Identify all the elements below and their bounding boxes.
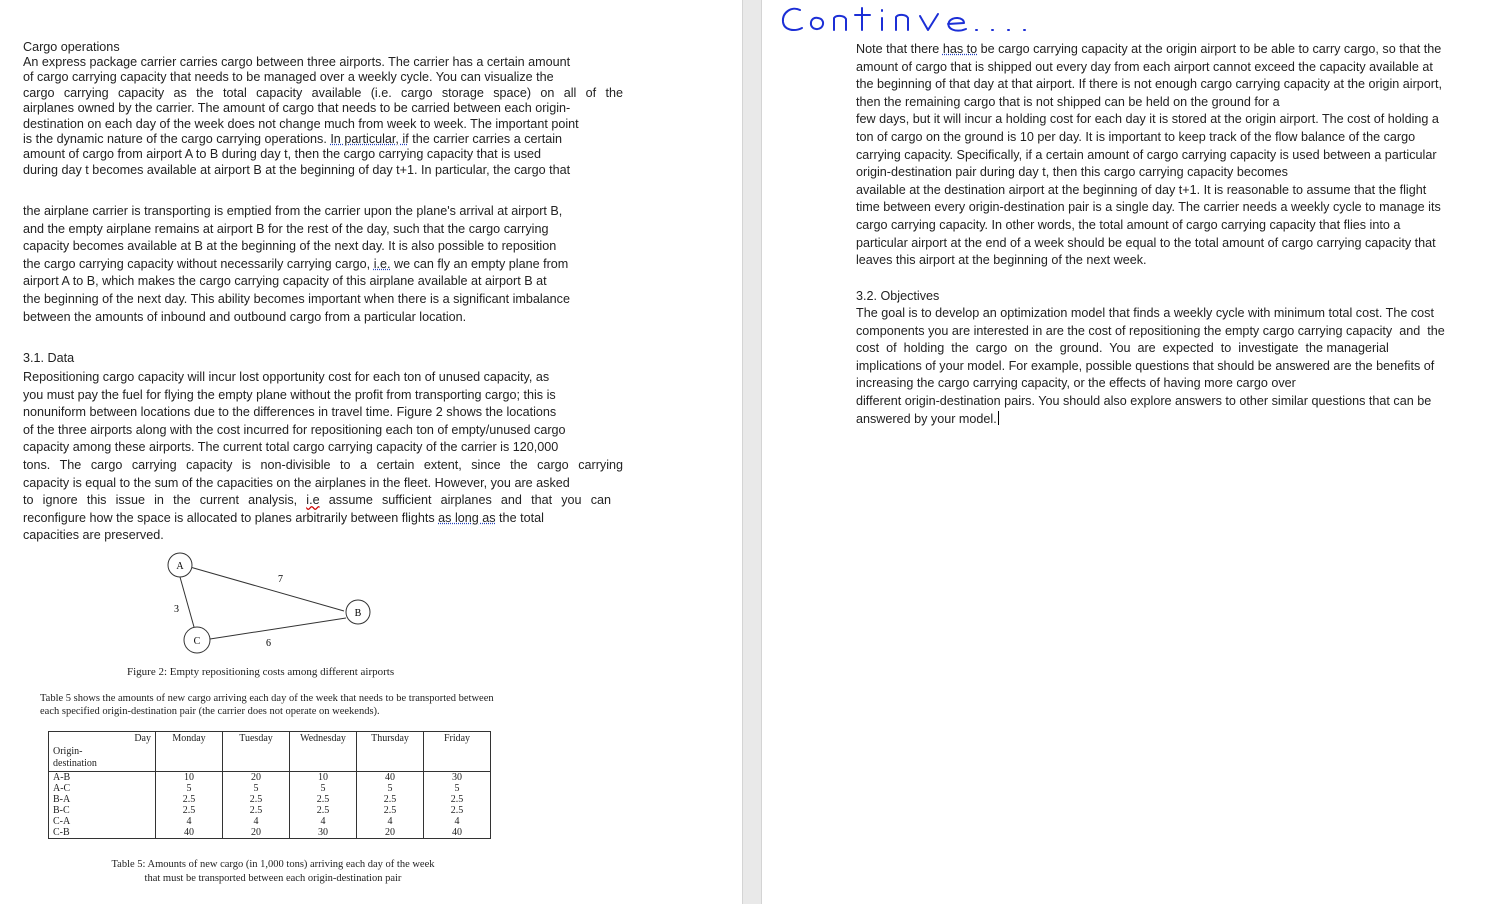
section-title: Cargo operations	[23, 40, 120, 54]
col-header: Monday	[156, 732, 223, 772]
text-line: carrying capacity. Specifically, if a certain amount of cargo carrying capacity is used between a particular	[856, 147, 1437, 162]
edge-ac-label: 3	[174, 604, 179, 615]
node-a-label: A	[176, 561, 184, 572]
text-run: the total	[495, 510, 544, 525]
table-row	[49, 794, 491, 805]
value-cell: 2.5	[357, 805, 424, 816]
intro-paragraph	[23, 55, 623, 178]
text-run: to ignore this issue in the current analysis,	[23, 493, 307, 508]
text-line: capacity becomes available at B at the beginning of the next day. It is also possible to reposition	[23, 239, 557, 254]
text-line: Repositioning cargo capacity will incur lost opportunity cost for each ton of unused capacity, as	[23, 370, 550, 384]
od-cell: A-C	[49, 783, 156, 794]
od-cell: C-B	[49, 827, 156, 839]
text-line: different origin-destination pairs. You should also explore answers to other similar questions that can be	[856, 393, 1432, 408]
text-run: we can fly an empty plane from	[390, 256, 569, 271]
text-line: destination on each day of the week does not change much from week to week. The important point	[23, 116, 579, 131]
edge-cb-label: 6	[266, 638, 271, 649]
value-cell: 4	[156, 816, 223, 827]
text-line: components you are interested in are the cost of repositioning the empty cargo carrying capacity and the	[856, 323, 1445, 338]
value-cell: 10	[156, 772, 223, 784]
value-cell: 20	[357, 827, 424, 839]
value-cell: 2.5	[223, 805, 290, 816]
grammar-flag[interactable]: has to	[942, 42, 978, 56]
value-cell: 40	[156, 827, 223, 839]
text-run: is the dynamic nature of the cargo carrying operations.	[23, 132, 331, 147]
objectives-heading: 3.2. Objectives	[856, 289, 940, 303]
text-line: ton of cargo on the ground is 10 per day. It is important to keep track of the flow balance of the cargo	[856, 129, 1416, 144]
value-cell: 2.5	[290, 794, 357, 805]
value-cell: 2.5	[424, 794, 491, 805]
text-run: be cargo carrying capacity at the origin airport to be able to carry cargo, so that the	[977, 42, 1442, 56]
value-cell: 2.5	[424, 805, 491, 816]
text-line: of cargo carrying capacity that needs to be managed over a weekly cycle. You can visualize the	[23, 70, 554, 85]
text-run: answered by your model.	[856, 411, 997, 426]
value-cell: 20	[223, 772, 290, 784]
node-c-label: C	[193, 636, 201, 647]
text-line: of the three airports along with the cost incurred for repositioning each ton of empty/unused cargo	[23, 422, 566, 437]
value-cell: 30	[424, 772, 491, 784]
objectives-paragraph	[856, 305, 1486, 428]
od-cell: B-C	[49, 805, 156, 816]
corner-od-label	[53, 746, 97, 770]
spelling-flag[interactable]: i.e	[306, 493, 320, 508]
value-cell: 4	[223, 816, 290, 827]
text-line: The goal is to develop an optimization model that finds a weekly cycle with minimum total cost. The cost	[856, 306, 1434, 320]
value-cell: 2.5	[156, 805, 223, 816]
table-caption	[88, 858, 458, 885]
od-cell: A-B	[49, 772, 156, 784]
text-line	[23, 492, 611, 510]
text-line: origin-destination pair during day t, then this cargo carrying capacity becomes	[856, 165, 1288, 180]
value-cell: 2.5	[156, 794, 223, 805]
text-line: cost of holding the cargo on the ground. You are expected to investigate the managerial	[856, 341, 1389, 356]
edge-ab-label: 7	[278, 574, 283, 585]
text-run: Note that there	[856, 42, 943, 56]
caption-line: that must be transported between each origin-destination pair	[144, 872, 402, 884]
text-line: amount of cargo that is shipped out every day from each airport cannot exceed the capacity available at	[856, 59, 1433, 74]
value-cell: 5	[424, 783, 491, 794]
edge-a-c	[180, 577, 194, 627]
text-line: few days, but it will incur a holding cost for each day it is stored at the origin airport. The cost of holding a	[856, 112, 1439, 127]
col-header: Thursday	[357, 732, 424, 772]
col-header: Wednesday	[290, 732, 357, 772]
text-line: An express package carrier carries cargo between three airports. The carrier has a certain amount	[23, 55, 571, 69]
text-run: the carrier carries a certain	[408, 132, 562, 147]
table-row	[49, 805, 491, 816]
corner-day-label: Day	[134, 733, 151, 744]
text-line: time between every origin-destination pair is a single day. The carrier needs a weekly cycle to manage its	[856, 200, 1441, 215]
value-cell: 4	[424, 816, 491, 827]
text-line	[856, 41, 1486, 59]
figure-caption: Figure 2: Empty repositioning costs among different airports	[127, 666, 395, 678]
text-line: cargo carrying capacity. In other words, the total amount of cargo carrying capacity that flies into a	[856, 217, 1401, 232]
text-line: amount of cargo from airport A to B during day t, then the cargo carrying capacity that is used	[23, 147, 542, 162]
corner-od-line: destination	[53, 758, 97, 769]
corner-cell	[49, 732, 156, 772]
od-cell: B-A	[49, 794, 156, 805]
value-cell: 5	[290, 783, 357, 794]
text-line: leaves this airport at the beginning of the next week.	[856, 253, 1147, 268]
text-line: increasing the cargo carrying capacity, or the effects of having more cargo over	[856, 376, 1296, 391]
text-line: airport A to B, which makes the cargo carrying capacity of this airplane available at airport B at	[23, 274, 547, 289]
text-line: and the empty airplane remains at airport B for the rest of the day, such that the cargo carrying	[23, 221, 549, 236]
text-line: tons. The cargo carrying capacity is non-divisible to a certain extent, since the cargo carrying	[23, 457, 623, 472]
document-page-left	[0, 0, 742, 904]
table-row	[49, 827, 491, 839]
text-run: the cargo carrying capacity without necessarily carrying cargo,	[23, 256, 374, 271]
handwriting-strokes	[783, 8, 1025, 31]
text-line: between the amounts of inbound and outbound cargo from a particular location.	[23, 309, 467, 324]
handwritten-note	[778, 2, 1088, 38]
edge-c-b	[210, 618, 346, 639]
col-header: Friday	[424, 732, 491, 772]
text-line: the beginning of that day at that airport. If there is not enough cargo carrying capacity at the origin airport,	[856, 77, 1442, 92]
text-line	[23, 510, 623, 528]
grammar-flag[interactable]: In particular, if	[330, 132, 409, 147]
cargo-table	[48, 731, 491, 839]
text-line	[23, 256, 623, 274]
text-line: during day t becomes available at airport B at the beginning of day t+1. In particular, the cargo that	[23, 162, 571, 177]
value-cell: 2.5	[357, 794, 424, 805]
grammar-flag[interactable]: i.e.	[373, 256, 391, 271]
value-cell: 40	[424, 827, 491, 839]
value-cell: 4	[357, 816, 424, 827]
table-row	[49, 783, 491, 794]
edge-a-b	[190, 567, 344, 611]
data-heading: 3.1. Data	[23, 351, 75, 365]
text-line: you must pay the fuel for flying the empty plane without the profit from transporting cargo; this is	[23, 387, 556, 402]
value-cell: 10	[290, 772, 357, 784]
data-paragraph	[23, 369, 623, 545]
text-line	[23, 132, 623, 147]
value-cell: 2.5	[223, 794, 290, 805]
text-line: the airplane carrier is transporting is emptied from the carrier upon the plane's arrival at airport B,	[23, 204, 563, 218]
text-run: assume sufficient airplanes and that you can	[319, 493, 611, 508]
col-header: Tuesday	[223, 732, 290, 772]
text-line: the beginning of the next day. This ability becomes important when there is a significant imbalance	[23, 291, 570, 306]
text-line: particular airport at the end of a week should be equal to the total amount of cargo carrying capacity that	[856, 235, 1436, 250]
text-line: then the remaining cargo that is not shipped can be held on the ground for a	[856, 94, 1280, 109]
value-cell: 30	[290, 827, 357, 839]
table-row	[49, 816, 491, 827]
text-line: capacity among these airports. The current total cargo carrying capacity of the carrier is 120,000	[23, 440, 559, 455]
value-cell: 5	[357, 783, 424, 794]
text-line: available at the destination airport at the beginning of day t+1. It is reasonable to assume that the flight	[856, 182, 1427, 197]
corner-od-line: Origin-	[53, 746, 83, 757]
text-run: reconfigure how the space is allocated to planes arbitrarily between flights	[23, 510, 439, 525]
od-cell: C-A	[49, 816, 156, 827]
table-row	[49, 772, 491, 784]
text-cursor[interactable]	[998, 411, 999, 425]
node-b-label: B	[354, 608, 362, 619]
text-line: implications of your model. For example, possible questions that should be answered are the benefits of	[856, 358, 1435, 373]
value-cell: 5	[156, 783, 223, 794]
paragraph-2	[23, 203, 623, 326]
table-header-row	[49, 732, 491, 772]
value-cell: 5	[223, 783, 290, 794]
value-cell: 20	[223, 827, 290, 839]
text-line: nonuniform between locations due to the differences in travel time. Figure 2 shows the locations	[23, 405, 557, 420]
table-intro: Table 5 shows the amounts of new cargo arriving each day of the week that needs to be transported between each specified origin-destination pair (the carrier does not operate on weekends).	[40, 693, 494, 717]
text-line: capacities are preserved.	[23, 528, 164, 543]
caption-line: Table 5: Amounts of new cargo (in 1,000 tons) arriving each day of the week	[111, 859, 435, 870]
value-cell: 4	[290, 816, 357, 827]
value-cell: 40	[357, 772, 424, 784]
grammar-flag[interactable]: as long as	[438, 510, 496, 525]
page-gutter	[742, 0, 762, 904]
text-line: airplanes owned by the carrier. The amount of cargo that needs to be carried between each origin-	[23, 101, 571, 116]
value-cell: 2.5	[290, 805, 357, 816]
text-line: capacity is equal to the sum of the capacities on the airplanes in the fleet. However, you are asked	[23, 475, 570, 490]
text-line: cargo carrying capacity as the total capacity available (i.e. cargo storage space) on all of the	[23, 85, 623, 100]
note-paragraph	[856, 41, 1486, 270]
text-line	[856, 411, 1486, 429]
airport-network-figure	[150, 550, 390, 660]
